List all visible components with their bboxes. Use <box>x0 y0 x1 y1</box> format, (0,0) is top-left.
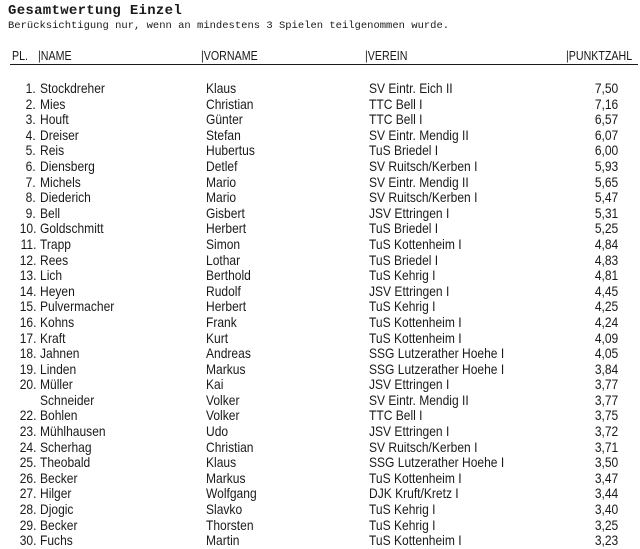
name-cell: Becker <box>40 516 78 533</box>
header-name <box>38 48 72 64</box>
header-separator: | <box>365 48 368 63</box>
table-row <box>0 159 640 175</box>
page-subtitle: Berücksichtigung nur, wenn an mindestens 3 Spielen teilgenommen wurde. <box>8 20 450 32</box>
vorname-cell: Markus <box>206 360 246 377</box>
vorname-cell: Thorsten <box>206 516 254 533</box>
rank-cell: 11. <box>20 235 36 252</box>
verein-cell: TuS Kottenheim I <box>369 329 462 346</box>
vorname-cell: Herbert <box>206 220 247 237</box>
vorname-cell: Rudolf <box>206 282 241 299</box>
rank-cell: 28. <box>19 501 36 518</box>
verein-cell: JSV Ettringen I <box>369 204 450 221</box>
rank-cell: 3. <box>25 111 36 128</box>
name-cell: Pulvermacher <box>40 298 115 315</box>
header-pl: PL. <box>12 48 29 63</box>
vorname-cell: Kurt <box>206 329 229 346</box>
verein-cell: JSV Ettringen I <box>369 376 450 393</box>
verein-cell: TuS Kehrig I <box>369 267 436 284</box>
rank-cell: 17. <box>19 329 36 346</box>
punkte-cell: 4,45 <box>594 282 618 299</box>
vorname-cell: Kai <box>206 376 224 393</box>
punkte-cell: 6,00 <box>594 142 618 159</box>
vorname-cell: Gisbert <box>206 204 245 221</box>
vorname-cell: Christian <box>206 438 254 455</box>
punkte-cell: 5,25 <box>594 220 618 237</box>
vorname-cell: Volker <box>206 407 240 424</box>
name-cell: Jahnen <box>40 345 80 362</box>
rank-cell: 24. <box>19 438 36 455</box>
punkte-cell: 3,72 <box>594 423 618 440</box>
table-row <box>0 237 640 253</box>
vorname-cell: Simon <box>206 235 241 252</box>
punkte-cell: 4,83 <box>594 251 618 268</box>
name-cell: Mies <box>40 95 66 112</box>
header-vorname-label: VORNAME <box>203 48 258 63</box>
rank-cell: 18. <box>19 345 36 362</box>
name-cell: Stockdreher <box>40 80 105 96</box>
vorname-cell: Markus <box>206 469 246 486</box>
name-cell: Diensberg <box>40 157 95 174</box>
table-row <box>0 377 640 393</box>
name-cell: Becker <box>40 469 78 486</box>
verein-cell: SSG Lutzerather Hoehe I <box>369 345 505 362</box>
vorname-cell: Slavko <box>206 501 243 518</box>
punkte-cell: 3,23 <box>594 532 618 549</box>
verein-cell: TuS Kehrig I <box>369 501 436 518</box>
name-cell: Theobald <box>40 454 91 471</box>
table-row <box>0 112 640 128</box>
name-cell: Reis <box>40 142 65 159</box>
verein-cell: TuS Briedel I <box>369 251 439 268</box>
name-cell: Müller <box>40 376 73 393</box>
table-row <box>0 190 640 206</box>
header-rule <box>10 64 638 65</box>
vorname-cell: Mario <box>206 173 237 190</box>
name-cell: Scherhag <box>40 438 92 455</box>
punkte-cell: 5,65 <box>594 173 618 190</box>
rank-cell: 6. <box>25 157 36 174</box>
rank-cell: 23. <box>19 423 36 440</box>
vorname-cell: Günter <box>206 111 243 128</box>
header-separator: | <box>38 48 41 63</box>
vorname-cell: Volker <box>206 391 240 408</box>
rank-cell: 7. <box>25 173 36 190</box>
name-cell: Fuchs <box>40 532 73 549</box>
verein-cell: TuS Kottenheim I <box>369 469 462 486</box>
punkte-cell: 3,75 <box>594 407 618 424</box>
punkte-cell: 5,47 <box>594 189 618 206</box>
table-row <box>0 221 640 237</box>
verein-cell: TTC Bell I <box>369 407 423 424</box>
table-row <box>0 97 640 113</box>
punkte-cell: 3,50 <box>594 454 618 471</box>
punkte-cell: 7,16 <box>594 95 618 112</box>
vorname-cell: Stefan <box>206 126 241 143</box>
table-row <box>0 206 640 222</box>
vorname-cell: Klaus <box>206 80 237 96</box>
punkte-cell: 3,77 <box>594 391 618 408</box>
verein-cell: SSG Lutzerather Hoehe I <box>369 454 505 471</box>
verein-cell: TTC Bell I <box>369 95 423 112</box>
rank-cell: 29. <box>19 516 36 533</box>
table-row <box>0 253 640 269</box>
verein-cell: SV Ruitsch/Kerben I <box>369 157 478 174</box>
name-cell: Lich <box>40 267 63 284</box>
verein-cell: SSG Lutzerather Hoehe I <box>369 360 505 377</box>
table-row <box>0 331 640 347</box>
verein-cell: TuS Briedel I <box>369 220 439 237</box>
rank-cell: 12. <box>19 251 36 268</box>
name-cell: Rees <box>40 251 69 268</box>
vorname-cell: Christian <box>206 95 254 112</box>
verein-cell: JSV Ettringen I <box>369 423 450 440</box>
name-cell: Bohlen <box>40 407 78 424</box>
punkte-cell: 3,84 <box>594 360 618 377</box>
rank-cell: 22. <box>19 407 36 424</box>
table-row <box>0 455 640 471</box>
name-cell: Trapp <box>40 235 72 252</box>
header-verein <box>365 48 407 64</box>
rank-cell: 25. <box>19 454 36 471</box>
name-cell: Heyen <box>40 282 75 299</box>
table-row <box>0 268 640 284</box>
page-title: Gesamtwertung Einzel <box>8 3 183 19</box>
rank-cell: 2. <box>25 95 36 112</box>
punkte-cell: 3,40 <box>594 501 618 518</box>
header-separator: | <box>201 48 204 63</box>
punkte-cell: 3,71 <box>594 438 618 455</box>
verein-cell: TTC Bell I <box>369 111 423 128</box>
punkte-cell: 3,25 <box>594 516 618 533</box>
name-cell: Houft <box>40 111 69 128</box>
verein-cell: TuS Kottenheim I <box>369 313 462 330</box>
table-row <box>0 424 640 440</box>
verein-cell: TuS Kottenheim I <box>369 235 462 252</box>
verein-cell: TuS Kehrig I <box>369 516 436 533</box>
header-name-label: NAME <box>40 48 72 63</box>
punkte-cell: 4,05 <box>594 345 618 362</box>
punkte-cell: 3,77 <box>594 376 618 393</box>
vorname-cell: Lothar <box>206 251 241 268</box>
punkte-cell: 4,84 <box>594 235 618 252</box>
rank-cell: 15. <box>19 298 36 315</box>
table-row <box>0 315 640 331</box>
header-vorname <box>201 48 258 64</box>
punkte-cell: 5,93 <box>594 157 618 174</box>
table-row <box>0 362 640 378</box>
punkte-cell: 4,25 <box>594 298 618 315</box>
header-punkte <box>566 48 632 64</box>
vorname-cell: Herbert <box>206 298 247 315</box>
punkte-cell: 7,50 <box>594 80 618 96</box>
vorname-cell: Detlef <box>206 157 238 174</box>
rank-cell: 27. <box>19 485 36 502</box>
table-row <box>0 128 640 144</box>
name-cell: Schneider <box>40 391 95 408</box>
name-cell: Kohns <box>40 313 75 330</box>
vorname-cell: Berthold <box>206 267 251 284</box>
name-cell: Dreiser <box>40 126 79 143</box>
table-row <box>0 175 640 191</box>
punkte-cell: 5,31 <box>594 204 618 221</box>
vorname-cell: Mario <box>206 189 237 206</box>
punkte-cell: 4,24 <box>594 313 618 330</box>
verein-cell: TuS Kehrig I <box>369 298 436 315</box>
verein-cell: SV Eintr. Mendig II <box>369 126 469 143</box>
vorname-cell: Andreas <box>206 345 251 362</box>
verein-cell: SV Ruitsch/Kerben I <box>369 189 478 206</box>
verein-cell: DJK Kruft/Kretz I <box>369 485 459 502</box>
results-table <box>0 81 640 549</box>
name-cell: Goldschmitt <box>40 220 104 237</box>
name-cell: Kraft <box>40 329 66 346</box>
rank-cell: 19. <box>19 360 36 377</box>
vorname-cell: Udo <box>206 423 229 440</box>
punkte-cell: 4,09 <box>594 329 618 346</box>
punkte-cell: 3,47 <box>594 469 618 486</box>
verein-cell: SV Eintr. Eich II <box>369 80 453 96</box>
header-verein-label: VEREIN <box>367 48 408 63</box>
rank-cell: 10. <box>19 220 36 237</box>
header-separator: | <box>566 48 569 63</box>
name-cell: Djogic <box>40 501 74 518</box>
table-row <box>0 533 640 549</box>
table-row <box>0 408 640 424</box>
name-cell: Bell <box>40 204 61 221</box>
rank-cell: 16. <box>19 313 36 330</box>
rank-cell: 8. <box>25 189 36 206</box>
punkte-cell: 6,57 <box>594 111 618 128</box>
vorname-cell: Hubertus <box>206 142 255 159</box>
rank-cell: 20. <box>19 376 36 393</box>
rank-cell: 26. <box>19 469 36 486</box>
name-cell: Mühlhausen <box>40 423 106 440</box>
verein-cell: SV Ruitsch/Kerben I <box>369 438 478 455</box>
table-row <box>0 346 640 362</box>
table-row <box>0 440 640 456</box>
punkte-cell: 3,44 <box>594 485 618 502</box>
verein-cell: TuS Kottenheim I <box>369 532 462 549</box>
name-cell: Michels <box>40 173 81 190</box>
vorname-cell: Wolfgang <box>206 485 257 502</box>
header-punkte-label: PUNKTZAHL <box>568 48 633 63</box>
rank-cell: 9. <box>25 204 36 221</box>
name-cell: Diederich <box>40 189 91 206</box>
vorname-cell: Martin <box>206 532 240 549</box>
rank-cell: 5. <box>25 142 36 159</box>
table-row <box>0 471 640 487</box>
rank-cell: 4. <box>25 126 36 143</box>
verein-cell: TuS Briedel I <box>369 142 439 159</box>
verein-cell: SV Eintr. Mendig II <box>369 173 469 190</box>
table-row <box>0 502 640 518</box>
rank-cell: 1. <box>25 80 36 96</box>
table-row <box>0 143 640 159</box>
table-row <box>0 299 640 315</box>
punkte-cell: 6,07 <box>594 126 618 143</box>
name-cell: Linden <box>40 360 77 377</box>
vorname-cell: Frank <box>206 313 237 330</box>
vorname-cell: Klaus <box>206 454 237 471</box>
verein-cell: SV Eintr. Mendig II <box>369 391 469 408</box>
table-row <box>0 486 640 502</box>
rank-cell: 14. <box>19 282 36 299</box>
table-row <box>0 393 640 409</box>
verein-cell: JSV Ettringen I <box>369 282 450 299</box>
name-cell: Hilger <box>40 485 72 502</box>
punkte-cell: 4,81 <box>594 267 618 284</box>
table-row <box>0 81 640 97</box>
table-row <box>0 518 640 534</box>
rank-cell: 13. <box>19 267 36 284</box>
table-row <box>0 284 640 300</box>
rank-cell: 30. <box>19 532 36 549</box>
